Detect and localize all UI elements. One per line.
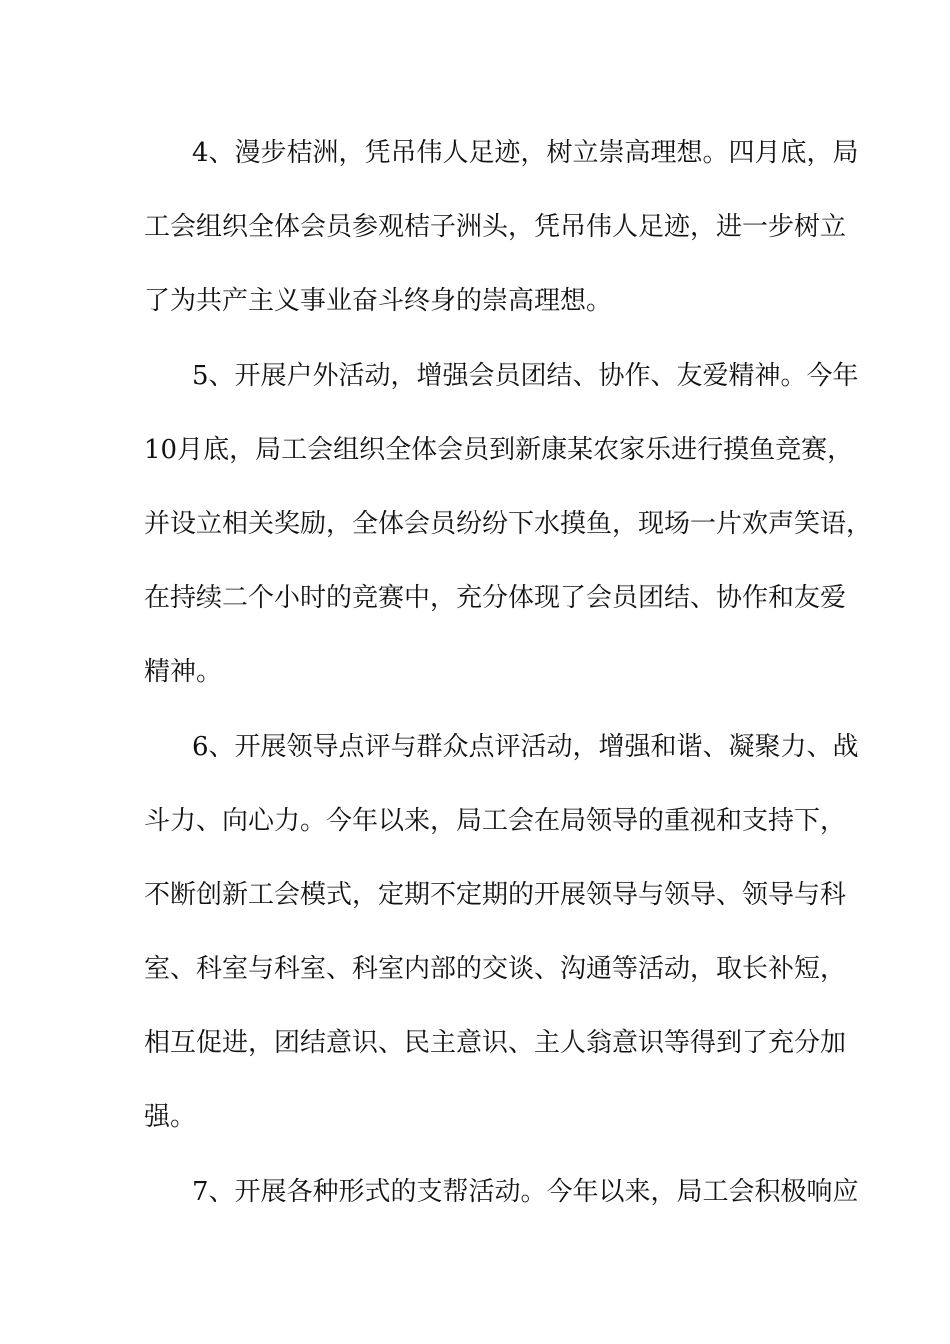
paragraph-6-line-5: 相互促进，团结意识、民主意识、主人翁意识等得到了充分加 [144,1028,847,1058]
paragraph-6-line-1: 6、开展领导点评与群众点评活动，增强和谐、凝聚力、战 [192,732,859,762]
paragraph-5-line-5: 精神。 [144,657,223,687]
paragraph-4-line-3: 了为共产主义事业奋斗终身的崇高理想。 [144,286,613,316]
paragraph-4-line-1: 4、漫步桔洲，凭吊伟人足迹，树立崇高理想。四月底，局 [192,138,859,168]
paragraph-6-line-3: 不断创新工会模式，定期不定期的开展领导与领导、领导与科 [144,880,847,910]
paragraph-5-line-2: 10月底，局工会组织全体会员到新康某农家乐进行摸鱼竞赛， [144,435,854,465]
paragraph-5-line-1: 5、开展户外活动，增强会员团结、协作、友爱精神。今年 [192,361,859,391]
paragraph-6-line-2: 斗力、向心力。今年以来，局工会在局领导的重视和支持下， [144,806,847,836]
paragraph-5-line-3: 并设立相关奖励，全体会员纷纷下水摸鱼，现场一片欢声笑语， [144,509,873,539]
paragraph-5-line-4: 在持续二个小时的竞赛中，充分体现了会员团结、协作和友爱 [144,583,847,613]
paragraph-6-line-4: 室、科室与科室、科室内部的交谈、沟通等活动，取长补短， [144,954,847,984]
paragraph-4-line-2: 工会组织全体会员参观桔子洲头，凭吊伟人足迹，进一步树立 [144,212,847,242]
paragraph-7-line-1: 7、开展各种形式的支帮活动。今年以来，局工会积极响应 [192,1177,859,1207]
paragraph-6-line-6: 强。 [144,1102,197,1132]
